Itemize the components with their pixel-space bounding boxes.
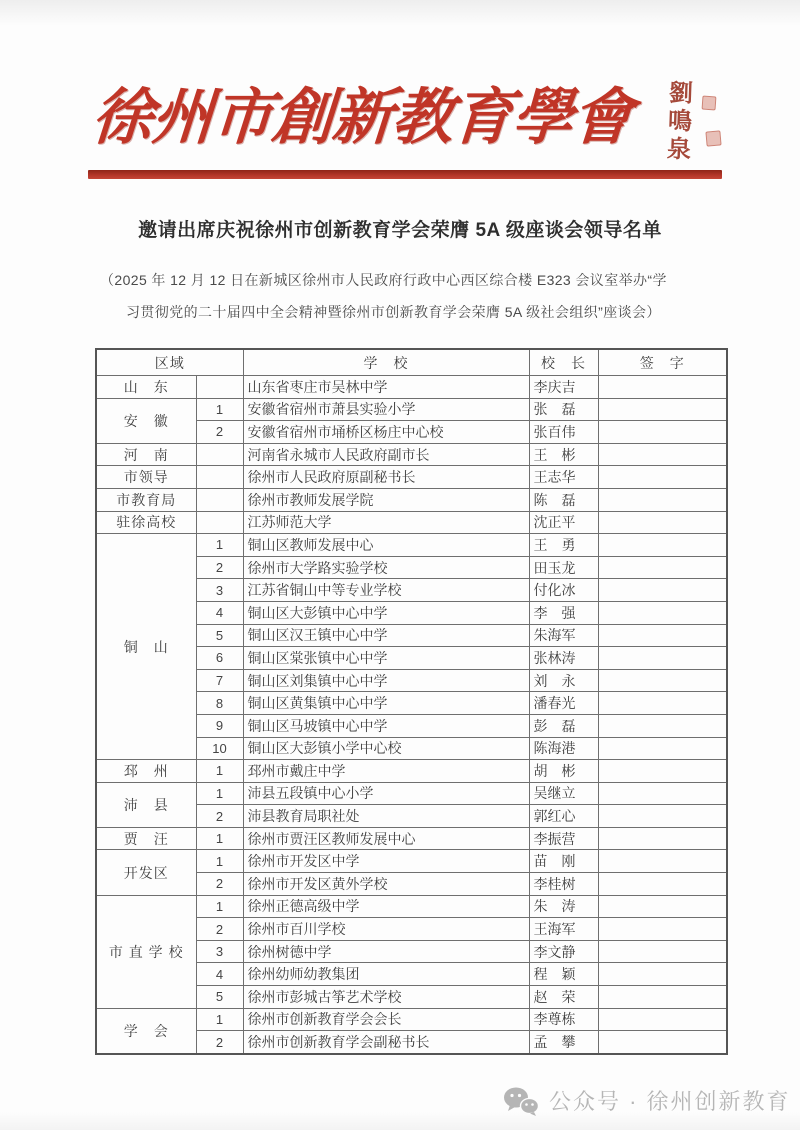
principal-cell: 潘春光	[529, 692, 598, 715]
wechat-icon	[503, 1086, 539, 1116]
page-title: 邀请出席庆祝徐州市创新教育学会荣膺 5A 级座谈会领导名单	[138, 220, 662, 241]
no-cell: 4	[196, 963, 243, 986]
no-cell: 10	[196, 737, 243, 760]
signature-cell	[598, 376, 727, 399]
no-cell: 5	[196, 624, 243, 647]
region-cell: 市教育局	[96, 488, 196, 511]
intro-line-1: （2025 年 12 月 12 日在新城区徐州市人民政府行政中心西区综合楼 E323 会议室举办“学	[100, 272, 667, 288]
signature-cell	[598, 579, 727, 602]
school-cell: 沛县教育局职社处	[243, 805, 529, 828]
school-cell: 徐州市大学路实验学校	[243, 556, 529, 579]
signature-cell	[598, 556, 727, 579]
school-cell: 徐州市人民政府原副秘书长	[243, 466, 529, 489]
school-cell: 铜山区大彭镇小学中心校	[243, 737, 529, 760]
no-cell	[196, 443, 243, 466]
school-cell: 徐州市创新教育学会会长	[243, 1008, 529, 1031]
principal-cell: 胡 彬	[529, 760, 598, 783]
principal-cell: 李振营	[529, 827, 598, 850]
no-cell: 1	[196, 398, 243, 421]
no-cell: 9	[196, 714, 243, 737]
signature-cell	[598, 466, 727, 489]
principal-cell: 朱 涛	[529, 895, 598, 918]
region-cell: 河 南	[96, 443, 196, 466]
signature-cell	[598, 918, 727, 941]
school-cell: 徐州树德中学	[243, 940, 529, 963]
principal-cell: 陈海港	[529, 737, 598, 760]
principal-cell: 孟 攀	[529, 1031, 598, 1054]
principal-cell: 苗 刚	[529, 850, 598, 873]
region-cell: 开发区	[96, 850, 196, 895]
principal-cell: 李尊栋	[529, 1008, 598, 1031]
signature-cell	[598, 601, 727, 624]
school-cell: 铜山区教师发展中心	[243, 534, 529, 557]
school-cell: 徐州市创新教育学会副秘书长	[243, 1031, 529, 1054]
signature-cell	[598, 647, 727, 670]
region-cell: 驻徐高校	[96, 511, 196, 534]
school-cell: 安徽省宿州市萧县实验小学	[243, 398, 529, 421]
footer	[503, 1085, 791, 1116]
signature-cell	[598, 737, 727, 760]
table-row	[96, 376, 727, 399]
school-cell: 徐州市开发区黄外学校	[243, 873, 529, 896]
table-row	[96, 488, 727, 511]
header-row	[96, 349, 727, 376]
principal-cell: 李 强	[529, 601, 598, 624]
region-cell: 学 会	[96, 1008, 196, 1054]
principal-cell: 郭红心	[529, 805, 598, 828]
region-cell: 安 徽	[96, 398, 196, 443]
school-cell: 徐州幼师幼教集团	[243, 963, 529, 986]
roster-table	[95, 348, 728, 1055]
table-row	[96, 760, 727, 783]
principal-cell: 王志华	[529, 466, 598, 489]
signature-cell	[598, 873, 727, 896]
no-cell	[196, 376, 243, 399]
no-cell: 2	[196, 918, 243, 941]
principal-cell: 朱海军	[529, 624, 598, 647]
roster-table-body	[96, 376, 727, 1054]
principal-cell: 李文静	[529, 940, 598, 963]
school-cell: 徐州市开发区中学	[243, 850, 529, 873]
no-cell: 3	[196, 940, 243, 963]
letterhead-divider	[88, 170, 722, 179]
table-row	[96, 398, 727, 421]
school-cell: 铜山区黄集镇中心中学	[243, 692, 529, 715]
header-signature: 签 字	[598, 349, 727, 376]
region-cell: 沛 县	[96, 782, 196, 827]
intro-line-2: 习贯彻党的二十届四中全会精神暨徐州市创新教育学会荣膺 5A 级社会组织”座谈会）	[126, 304, 661, 320]
school-cell: 铜山区马坡镇中心中学	[243, 714, 529, 737]
school-cell: 徐州市贾汪区教师发展中心	[243, 827, 529, 850]
principal-cell: 吴继立	[529, 782, 598, 805]
roster-table-header	[96, 349, 727, 376]
calligrapher-signature: 劉鳴泉	[661, 79, 694, 165]
signature-cell	[598, 782, 727, 805]
letterhead-calligraphy: 徐州市創新教育學會	[89, 82, 635, 153]
table-row	[96, 827, 727, 850]
principal-cell: 李桂树	[529, 873, 598, 896]
school-cell: 徐州市百川学校	[243, 918, 529, 941]
principal-cell: 王 彬	[529, 443, 598, 466]
no-cell: 2	[196, 421, 243, 444]
table-row	[96, 895, 727, 918]
no-cell: 1	[196, 895, 243, 918]
principal-cell: 李庆吉	[529, 376, 598, 399]
signature-cell	[598, 624, 727, 647]
region-cell: 邳 州	[96, 760, 196, 783]
principal-cell: 付化冰	[529, 579, 598, 602]
signature-cell	[598, 443, 727, 466]
school-cell: 河南省永城市人民政府副市长	[243, 443, 529, 466]
signature-cell	[598, 1008, 727, 1031]
region-cell: 贾 汪	[96, 827, 196, 850]
school-cell: 徐州正德高级中学	[243, 895, 529, 918]
no-cell: 1	[196, 827, 243, 850]
principal-cell: 程 颖	[529, 963, 598, 986]
principal-cell: 彭 磊	[529, 714, 598, 737]
table-row	[96, 511, 727, 534]
no-cell: 8	[196, 692, 243, 715]
school-cell: 江苏省铜山中等专业学校	[243, 579, 529, 602]
no-cell	[196, 488, 243, 511]
no-cell: 1	[196, 1008, 243, 1031]
signature-cell	[598, 940, 727, 963]
principal-cell: 田玉龙	[529, 556, 598, 579]
school-cell: 沛县五段镇中心小学	[243, 782, 529, 805]
table-row	[96, 466, 727, 489]
table-row	[96, 534, 727, 557]
signature-cell	[598, 488, 727, 511]
no-cell: 6	[196, 647, 243, 670]
red-seal-icon	[702, 96, 717, 111]
no-cell: 1	[196, 760, 243, 783]
principal-cell: 王海军	[529, 918, 598, 941]
signature-cell	[598, 760, 727, 783]
signature-cell	[598, 511, 727, 534]
region-cell: 市领导	[96, 466, 196, 489]
school-cell: 江苏师范大学	[243, 511, 529, 534]
region-cell: 山 东	[96, 376, 196, 399]
no-cell: 5	[196, 986, 243, 1009]
no-cell	[196, 511, 243, 534]
school-cell: 徐州市彭城古筝艺术学校	[243, 986, 529, 1009]
intro-paragraph	[100, 264, 718, 328]
footer-label: 公众号 · 徐州创新教育	[549, 1089, 791, 1114]
school-cell: 铜山区棠张镇中心中学	[243, 647, 529, 670]
principal-cell: 张百伟	[529, 421, 598, 444]
school-cell: 铜山区大彭镇中心中学	[243, 601, 529, 624]
school-cell: 铜山区汉王镇中心中学	[243, 624, 529, 647]
table-row	[96, 782, 727, 805]
principal-cell: 赵 荣	[529, 986, 598, 1009]
principal-cell: 张 磊	[529, 398, 598, 421]
region-cell: 市 直 学 校	[96, 895, 196, 1008]
signature-cell	[598, 692, 727, 715]
signature-cell	[598, 986, 727, 1009]
principal-cell: 张林涛	[529, 647, 598, 670]
header-region: 区域	[96, 349, 243, 376]
school-cell: 山东省枣庄市吴林中学	[243, 376, 529, 399]
region-cell: 铜 山	[96, 534, 196, 760]
signature-cell	[598, 534, 727, 557]
signature-cell	[598, 398, 727, 421]
signature-cell	[598, 805, 727, 828]
no-cell: 1	[196, 782, 243, 805]
school-cell: 铜山区刘集镇中心中学	[243, 669, 529, 692]
no-cell: 7	[196, 669, 243, 692]
no-cell: 2	[196, 805, 243, 828]
signature-cell	[598, 714, 727, 737]
principal-cell: 陈 磊	[529, 488, 598, 511]
principal-cell: 沈正平	[529, 511, 598, 534]
school-cell: 邳州市戴庄中学	[243, 760, 529, 783]
no-cell: 2	[196, 556, 243, 579]
no-cell	[196, 466, 243, 489]
table-row	[96, 443, 727, 466]
school-cell: 安徽省宿州市埇桥区杨庄中心校	[243, 421, 529, 444]
principal-cell: 王 勇	[529, 534, 598, 557]
signature-cell	[598, 895, 727, 918]
no-cell: 2	[196, 1031, 243, 1054]
red-seal-icon	[705, 130, 721, 146]
table-row	[96, 850, 727, 873]
signature-cell	[598, 421, 727, 444]
school-cell: 徐州市教师发展学院	[243, 488, 529, 511]
no-cell: 1	[196, 534, 243, 557]
no-cell: 1	[196, 850, 243, 873]
no-cell: 3	[196, 579, 243, 602]
signature-cell	[598, 1031, 727, 1054]
principal-cell: 刘 永	[529, 669, 598, 692]
no-cell: 4	[196, 601, 243, 624]
header-principal: 校 长	[529, 349, 598, 376]
signature-cell	[598, 850, 727, 873]
no-cell: 2	[196, 873, 243, 896]
table-row	[96, 1008, 727, 1031]
signature-cell	[598, 669, 727, 692]
signature-cell	[598, 827, 727, 850]
header-school: 学 校	[243, 349, 529, 376]
signature-cell	[598, 963, 727, 986]
